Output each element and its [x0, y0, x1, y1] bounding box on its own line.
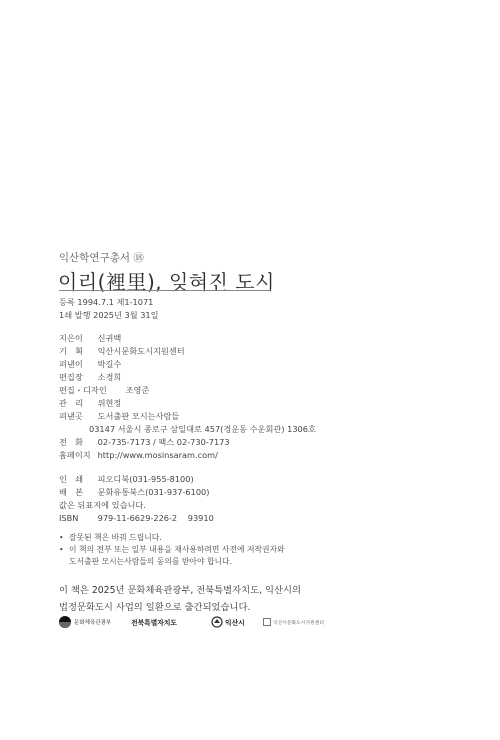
- book-title: 이리(裡里), 잊혀진 도시: [58, 270, 275, 294]
- jeonbuk-logo: 전북특별자치도: [131, 619, 177, 627]
- credit-value: 조영준: [125, 385, 150, 395]
- credit-publisher: [59, 411, 179, 422]
- center-mark-icon: [263, 618, 271, 626]
- credit-editor-in-chief: [59, 372, 121, 383]
- notice-text: 도서출판 모시는사람들의 동의를 받아야 합니다.: [69, 557, 233, 566]
- printing-distribution: [59, 487, 209, 498]
- credit-label: 펴낸이: [59, 359, 83, 369]
- print-date-line: 1쇄 발행 2025년 3월 31일: [59, 310, 159, 320]
- culture-center-logo: 익산시문화도시지원센터: [263, 612, 324, 632]
- homepage-url: http://www.mosinsaram.com/: [97, 450, 218, 460]
- credit-label: 배 본: [59, 487, 84, 497]
- notice-item: [59, 532, 285, 544]
- notice-text: 잘못된 책은 바꿔 드립니다.: [69, 533, 162, 542]
- series-label: 익산학연구총서 ⑱: [59, 252, 144, 264]
- bullet-icon: •: [59, 545, 64, 554]
- registration-line: 등록 1994.7.1 제1-1071: [59, 297, 154, 307]
- credit-value: 박길수: [97, 359, 122, 369]
- isbn-number: 979-11-6629-226-2: [97, 513, 178, 523]
- taegeuk-emblem-icon: [59, 616, 71, 628]
- credit-author: [59, 333, 121, 344]
- credit-label: 인 쇄: [59, 474, 84, 484]
- title-divider: [59, 290, 270, 291]
- credit-management: [59, 398, 121, 409]
- credit-value: 피오디북(031-955-8100): [97, 474, 194, 484]
- iksan-logo: 익산시: [211, 612, 245, 632]
- notice-item-continued: [59, 556, 285, 568]
- publisher-address: [89, 424, 316, 435]
- credit-value: 소경희: [97, 372, 122, 382]
- notice-item: [59, 544, 285, 556]
- credit-label: 전 화: [59, 437, 84, 447]
- credit-value: 문화유통북스(031-937-6100): [97, 487, 210, 497]
- price-note: 값은 뒤표지에 있습니다.: [59, 500, 146, 510]
- bullet-icon: •: [59, 533, 64, 542]
- credit-planning: [59, 346, 185, 357]
- credit-value: 익산시문화도시지원센터: [97, 346, 185, 356]
- address-text: 03147 서울시 종로구 삼일대로 457(경운동 수운회관) 1306호: [89, 424, 316, 434]
- credit-label: 기 획: [59, 346, 84, 356]
- credit-label: 지은이: [59, 333, 83, 343]
- mcst-logo: 문화체육관광부: [59, 612, 111, 632]
- credit-label: 편집장: [59, 372, 83, 382]
- funding-line: 이 책은 2025년 문화체육관광부, 전북특별자치도, 익산시의: [59, 585, 301, 596]
- credit-label: 관 리: [59, 398, 84, 408]
- credit-value: 도서출판 모시는사람들: [97, 411, 180, 421]
- credit-homepage: [59, 450, 218, 461]
- credit-value: 신귀백: [97, 333, 122, 343]
- credit-phone: [59, 437, 230, 448]
- credit-label: 펴낸곳: [59, 411, 83, 421]
- credit-value: 위현정: [97, 398, 122, 408]
- credit-publisher-person: [59, 359, 121, 370]
- printing-printer: [59, 474, 194, 485]
- credit-value: 02-735-7173 / 팩스 02-730-7173: [97, 437, 230, 447]
- isbn-suffix: 93910: [187, 513, 214, 523]
- funding-statement: [59, 582, 301, 616]
- credit-editing-design: [59, 385, 149, 396]
- isbn-label: ISBN: [59, 513, 79, 523]
- isbn-line: [59, 513, 214, 523]
- notice-text: 이 책의 전부 또는 일부 내용을 재사용하려면 사전에 저작권자와: [69, 545, 285, 554]
- credit-label: 편집・디자인: [59, 385, 107, 395]
- funding-line: 법정문화도시 사업의 일환으로 출간되었습니다.: [59, 602, 251, 613]
- credit-label: 홈페이지: [59, 450, 91, 460]
- notice-list: [59, 532, 285, 568]
- iksan-emblem-icon: [211, 616, 223, 628]
